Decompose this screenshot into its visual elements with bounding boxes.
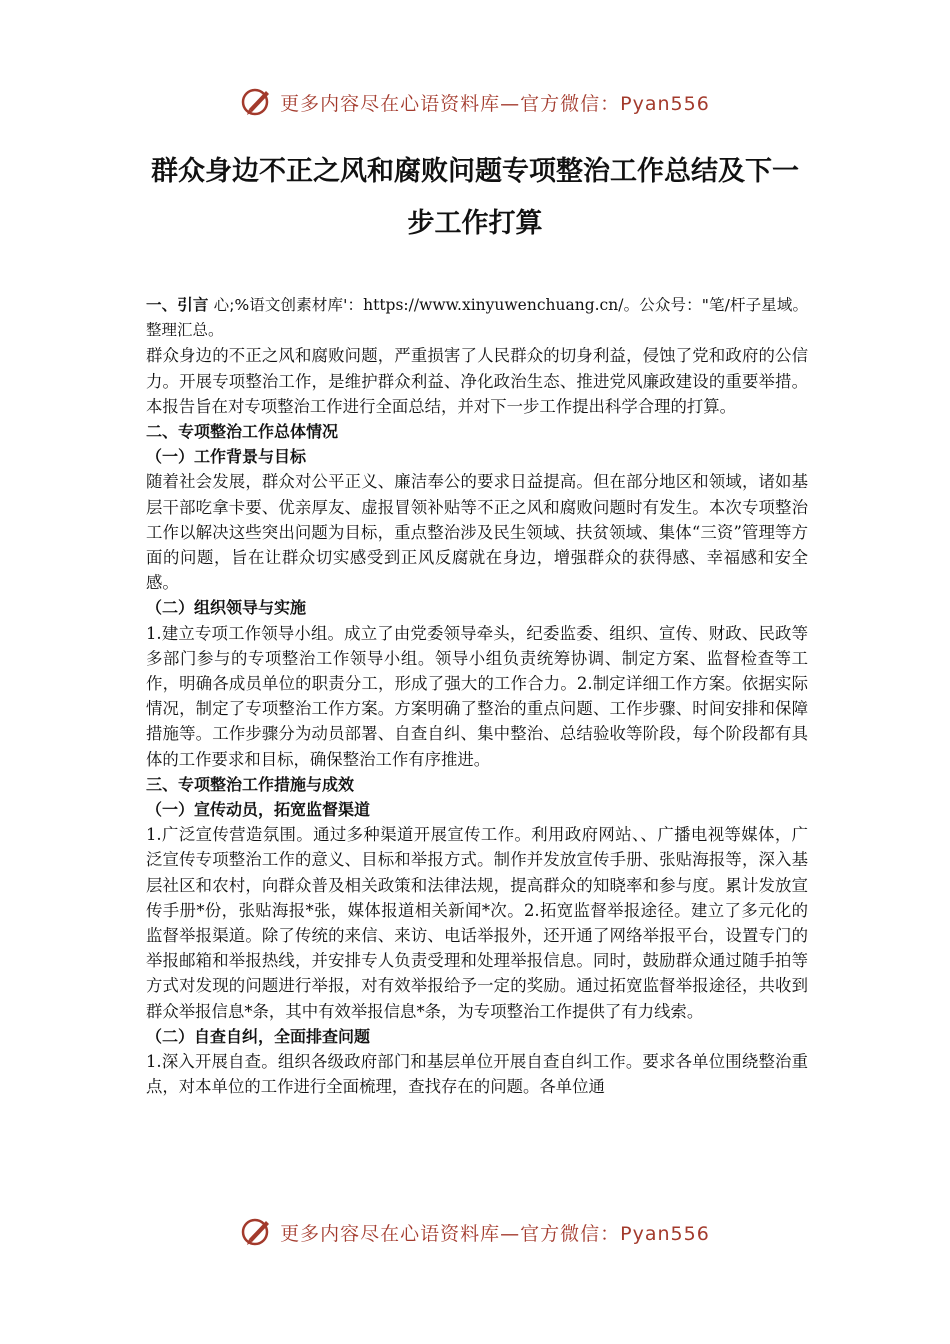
section-heading-intro: 一、引言 <box>146 296 209 314</box>
paragraph: 群众身边的不正之风和腐败问题，严重损害了人民群众的切身利益，侵蚀了党和政府的公信力。开展专项整治工作，是维护群众利益、净化政治生态、推进党风廉政建设的重要举措。本报告旨在对专项整治工作进行全面总结，并对下一步工作提出科学合理的打算。 <box>146 346 808 416</box>
watermark-text: 更多内容尽在心语资料库—官方微信：Pyan556 <box>280 1222 710 1245</box>
section-heading: 二、专项整治工作总体情况 <box>146 422 339 442</box>
watermark-text: 更多内容尽在心语资料库—官方微信：Pyan556 <box>280 92 710 115</box>
header-watermark <box>0 82 950 122</box>
subsection-heading: （二）自查自纠，全面排查问题 <box>146 1026 371 1046</box>
document-title: 群众身边不正之风和腐败问题专项整治工作总结及下一步工作打算 <box>151 156 799 239</box>
subsection-heading: （一）工作背景与目标 <box>146 447 307 467</box>
intro-url: https://www.xinyuwenchuang.cn/ <box>363 296 624 314</box>
subsection-heading: （一）宣传动员，拓宽监督渠道 <box>146 800 371 820</box>
paragraph: 随着社会发展，群众对公平正义、廉洁奉公的要求日益提高。但在部分地区和领域，诸如基层干部吃拿卡要、优亲厚友、虚报冒领补贴等不正之风和腐败问题时有发生。本次专项整治工作以解决这些突出问题为目标，重点整治涉及民生领域、扶贫领域、集体“三资”管理等方面的问题，旨在让群众切实感受到正风反腐就在身边，增强群众的获得感、幸福感和安全感。 <box>146 472 808 593</box>
paragraph: 1.建立专项工作领导小组。成立了由党委领导牵头，纪委监委、组织、宣传、财政、民政等多部门参与的专项整治工作领导小组。领导小组负责统筹协调、制定方案、监督检查等工作，明确各成员单位的职责分工，形成了强大的工作合力。2.制定详细工作方案。依据实际情况，制定了专项整治工作方案。方案明确了整治的重点问题、工作步骤、时间安排和保障措施等。工作步骤分为动员部署、自查自纠、集中整治、总结验收等阶段，每个阶段都有具体的工作要求和目标，确保整治工作有序推进。 <box>146 623 808 769</box>
intro-note-tail: 。公众号："笔/杆子星域。整理汇总。 <box>146 296 808 340</box>
intro-note: 心;%语文创素材库'： <box>208 296 364 314</box>
paragraph: 1.广泛宣传营造氛围。通过多种渠道开展宣传工作。利用政府网站、、广播电视等媒体，广泛宣传专项整治工作的意义、目标和举报方式。制作并发放宣传手册、张贴海报等，深入基层社区和农村，向群众普及相关政策和法律法规，提高群众的知晓率和参与度。累计发放宣传手册*份，张贴海报*张，媒体报道相关新闻*次。2.拓宽监督举报途径。建立了多元化的监督举报渠道。除了传统的来信、来访、电话举报外，还开通了网络举报平台，设置专门的举报邮箱和举报热线，并安排专人负责受理和处理举报信息。同时，鼓励群众通过随手拍等方式对发现的问题进行举报，对有效举报给予一定的奖励。通过拓宽监督举报途径，共收到群众举报信息*条，其中有效举报信息*条，为专项整治工作提供了有力线索。 <box>146 825 808 1021</box>
pen-logo-icon <box>240 85 274 119</box>
section-heading: 三、专项整治工作措施与成效 <box>146 774 355 794</box>
paragraph: 1.深入开展自查。组织各级政府部门和基层单位开展自查自纠工作。要求各单位围绕整治重点，对本单位的工作进行全面梳理，查找存在的问题。各单位通 <box>146 1052 808 1097</box>
intro-line <box>146 293 808 343</box>
pen-logo-icon <box>240 1215 274 1249</box>
footer-watermark <box>0 1212 950 1252</box>
subsection-heading: （二）组织领导与实施 <box>146 598 307 618</box>
document-body <box>146 293 808 1100</box>
